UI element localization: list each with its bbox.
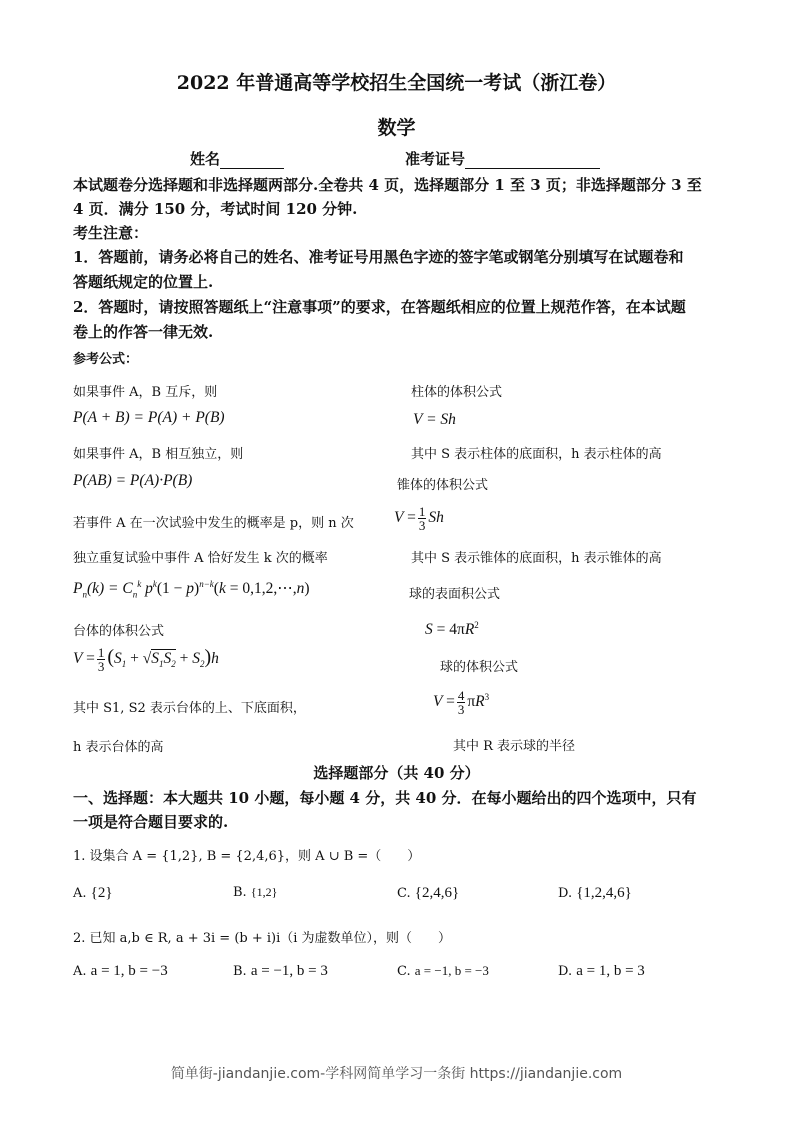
cone-formula: V = $\frac{1}{3}$ Sh [394, 504, 444, 533]
question-1 [73, 845, 420, 864]
name-field [190, 148, 284, 169]
exam-id-blank [465, 154, 600, 169]
notice-item-2-line-1: 2．答题时，请按照答题纸上“注意事项”的要求，在答题纸相应的位置上规范作答，在本试题 [73, 298, 686, 316]
q2-option-b[interactable] [233, 963, 328, 980]
option-letter: A. [73, 886, 87, 901]
binomial-formula: $P_n(k) = C_n^k$ $p^k(1 - p)^{n-k}(k$ = 0,1,2,⋯,n) [73, 579, 310, 600]
sphere-note: 其中 R 表示球的半径 [453, 739, 576, 754]
prism-formula: V = Sh [413, 411, 456, 428]
option-value: a = −1, b = −3 [414, 963, 489, 978]
exclusive-label: 如果事件 A，B 互斥，则 [73, 385, 218, 400]
exam-id-field [405, 148, 600, 169]
name-blank [220, 154, 284, 169]
option-letter: B. [233, 964, 247, 979]
notice-item-1-line-2: 答题纸规定的位置上. [73, 273, 214, 291]
prism-label: 柱体的体积公式 [411, 385, 503, 400]
question-stem: 已知 a,b ∈ R, a + 3i = (b + i)i（i 为虚数单位），则（ ） [89, 931, 452, 946]
cone-label: 锥体的体积公式 [397, 478, 489, 493]
q1-option-c[interactable] [397, 885, 459, 902]
question-number: 1. [73, 849, 86, 864]
option-value: {1,2,4,6} [576, 885, 632, 901]
section-heading: 选择题部分（共 40 分） [313, 764, 480, 782]
intro-line-1: 本试题卷分选择题和非选择题两部分.全卷共 4 页，选择题部分 1 至 3 页；非选择题部分 3 至 [73, 176, 702, 194]
sphere-area-label: 球的表面积公式 [409, 587, 501, 602]
independent-label: 如果事件 A，B 相互独立，则 [73, 447, 244, 462]
binomial-label-1: 若事件 A 在一次试验中发生的概率是 p，则 n 次 [73, 516, 354, 531]
notice-item-2-line-2: 卷上的作答一律无效. [73, 323, 214, 341]
notice-item-1-line-1: 1．答题前，请务必将自己的姓名、准考证号用黑色字迹的签字笔或钢笔分别填写在试题卷和 [73, 248, 684, 266]
frustum-note-2: h 表示台体的高 [73, 740, 164, 755]
option-letter: B. [233, 885, 247, 900]
name-label: 姓名 [190, 150, 221, 168]
frustum-formula: V = $\frac{1}{3}$ $(S_1 + √S_1S_2 + S_2)h$ [73, 645, 219, 674]
frustum-note-1: 其中 S1, S2 表示台体的上、下底面积， [73, 701, 306, 716]
option-value: a = 1, b = 3 [576, 963, 645, 979]
option-value: a = 1, b = −3 [90, 963, 168, 979]
option-letter: C. [397, 886, 411, 901]
exclusive-formula: P(A + B) = P(A) + P(B) [73, 409, 225, 426]
exam-id-label: 准考证号 [405, 150, 466, 168]
prism-note: 其中 S 表示柱体的底面积，h 表示柱体的高 [411, 447, 662, 462]
option-letter: D. [558, 964, 573, 979]
q1-option-d[interactable] [558, 885, 632, 902]
independent-formula: P(AB) = P(A)·P(B) [73, 472, 193, 489]
sphere-volume-label: 球的体积公式 [440, 660, 519, 675]
frustum-label: 台体的体积公式 [73, 624, 165, 639]
sphere-volume-formula: V = $\frac{4}{3}$ $\pi R^3$ [433, 688, 490, 717]
q1-option-b[interactable] [233, 885, 277, 900]
option-value: {1,2} [250, 885, 278, 899]
subject-title: 数学 [377, 117, 416, 139]
option-value: {2,4,6} [414, 885, 460, 901]
intro-line-2: 4 页．满分 150 分，考试时间 120 分钟. [73, 200, 358, 218]
q2-option-c[interactable] [397, 963, 489, 979]
q2-option-d[interactable] [558, 963, 645, 980]
question-number: 2. [73, 931, 86, 946]
section-instructions-line-1: 一、选择题：本大题共 10 小题，每小题 4 分，共 40 分．在每小题给出的四个选项中，只有 [73, 789, 697, 807]
binomial-label-2: 独立重复试验中事件 A 恰好发生 k 次的概率 [73, 551, 328, 566]
question-stem: 设集合 A = {1,2}, B = {2,4,6}，则 A ∪ B =（ ） [89, 849, 421, 864]
question-2 [73, 927, 451, 946]
cone-note: 其中 S 表示锥体的底面积，h 表示锥体的高 [411, 551, 662, 566]
formulas-heading: 参考公式： [73, 352, 139, 367]
q2-option-a[interactable] [73, 963, 168, 980]
option-value: {2} [90, 885, 113, 901]
option-letter: D. [558, 886, 573, 901]
q1-option-a[interactable] [73, 885, 113, 902]
option-letter: C. [397, 964, 411, 979]
option-letter: A. [73, 964, 87, 979]
notice-heading: 考生注意： [73, 224, 149, 242]
exam-title: 2022 年普通高等学校招生全国统一考试（浙江卷） [176, 72, 617, 94]
section-instructions-line-2: 一项是符合题目要求的. [73, 813, 229, 831]
footer-watermark: 简单街-jiandanjie.com-学科网简单学习一条街 https://jiandanjie.com [170, 1066, 623, 1082]
sphere-area-formula: $S = 4\pi R^2$ [425, 620, 479, 639]
option-value: a = −1, b = 3 [250, 963, 328, 979]
